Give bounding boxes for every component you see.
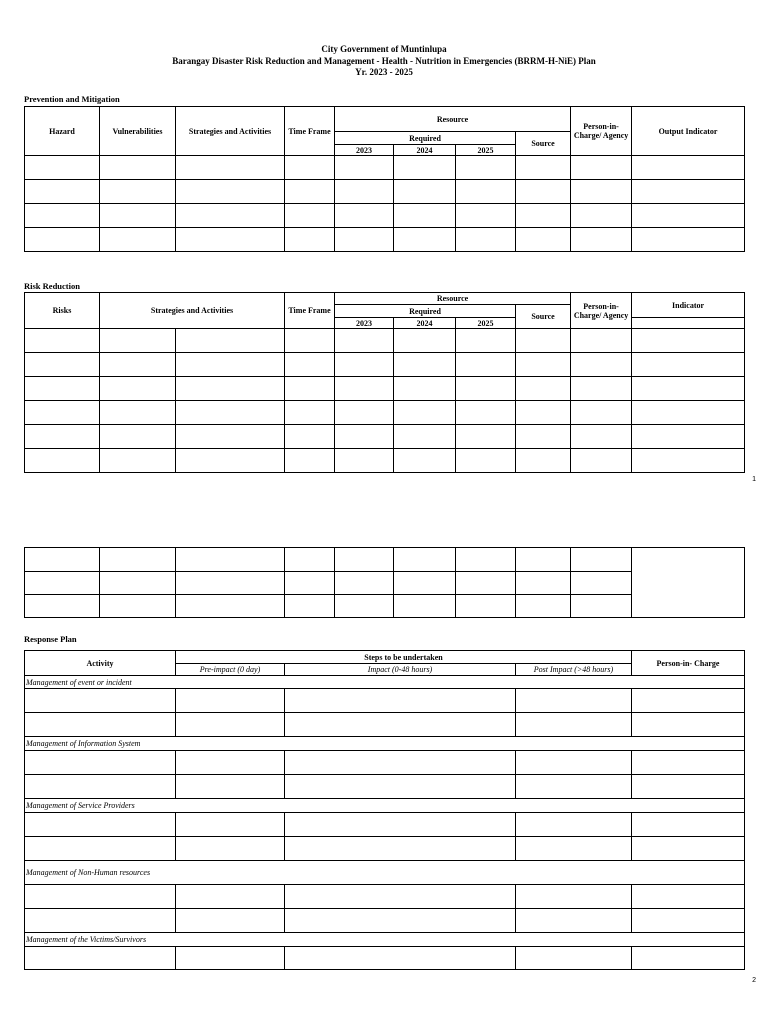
col-person: Person-in-Charge/ Agency — [571, 107, 632, 156]
col-source: Source — [516, 132, 571, 156]
col-activity: Activity — [25, 651, 176, 676]
table-row — [25, 156, 745, 180]
table-row — [25, 837, 745, 861]
col-person: Person-in- Charge — [632, 651, 745, 676]
response-section-title: Response Plan — [24, 634, 77, 644]
table-row — [25, 329, 745, 353]
col-resource: Resource — [335, 293, 571, 305]
col-required: Required — [335, 305, 516, 318]
category-row: Management of Information System — [25, 737, 745, 751]
table-row — [25, 775, 745, 799]
table-row — [25, 401, 745, 425]
category-row: Management of Non-Human resources — [25, 861, 745, 885]
page-number-1: 1 — [752, 476, 756, 483]
col-risks: Risks — [25, 293, 100, 329]
category-row: Management of the Victims/Survivors — [25, 933, 745, 947]
col-year-2023: 2023 — [335, 145, 394, 156]
table-row — [25, 909, 745, 933]
col-resource: Resource — [335, 107, 571, 132]
prevention-section-title: Prevention and Mitigation — [24, 94, 120, 104]
table-row — [25, 751, 745, 775]
col-post-impact: Post Impact (>48 hours) — [516, 664, 632, 676]
table-row — [25, 885, 745, 909]
col-impact: Impact (0-48 hours) — [285, 664, 516, 676]
col-timeframe: Time Frame — [285, 293, 335, 329]
risk-table — [24, 292, 745, 473]
table-row — [25, 425, 745, 449]
table-row — [25, 180, 745, 204]
table-row — [25, 377, 745, 401]
col-hazard: Hazard — [25, 107, 100, 156]
prevention-table — [24, 106, 745, 252]
table-row — [25, 713, 745, 737]
category-row: Management of event or incident — [25, 676, 745, 689]
col-strategies: Strategies and Activities — [176, 107, 285, 156]
col-indicator: Indicator — [632, 293, 745, 318]
col-output: Output Indicator — [632, 107, 745, 156]
table-row — [25, 548, 745, 572]
risk-section-title: Risk Reduction — [24, 281, 80, 291]
col-steps: Steps to be undertaken — [176, 651, 632, 664]
col-year-2025: 2025 — [456, 318, 516, 329]
col-strategies: Strategies and Activities — [100, 293, 285, 329]
col-timeframe: Time Frame — [285, 107, 335, 156]
col-person: Person-in-Charge/ Agency — [571, 293, 632, 329]
table-row — [25, 947, 745, 970]
header-line-3: Yr. 2023 - 2025 — [355, 67, 413, 77]
col-source: Source — [516, 305, 571, 329]
risk-table-continued — [24, 547, 745, 618]
header-line-2: Barangay Disaster Risk Reduction and Management - Health - Nutrition in Emergencies (BRRM-H-NiE) Plan — [172, 55, 596, 66]
header-line-1: City Government of Muntinlupa — [321, 44, 447, 54]
col-year-2023: 2023 — [335, 318, 394, 329]
table-row — [25, 353, 745, 377]
col-year-2024: 2024 — [394, 318, 456, 329]
page-number-2: 2 — [752, 977, 756, 984]
col-required: Required — [335, 132, 516, 145]
response-table — [24, 650, 745, 970]
col-pre-impact: Pre-impact (0 day) — [176, 664, 285, 676]
category-row: Management of Service Providers — [25, 799, 745, 813]
col-vulnerabilities: Vulnerabilities — [100, 107, 176, 156]
table-row — [25, 204, 745, 228]
table-row — [25, 228, 745, 252]
table-row — [25, 449, 745, 473]
col-year-2024: 2024 — [394, 145, 456, 156]
col-year-2025: 2025 — [456, 145, 516, 156]
table-row — [25, 689, 745, 713]
table-row — [25, 813, 745, 837]
document-header — [0, 44, 768, 79]
